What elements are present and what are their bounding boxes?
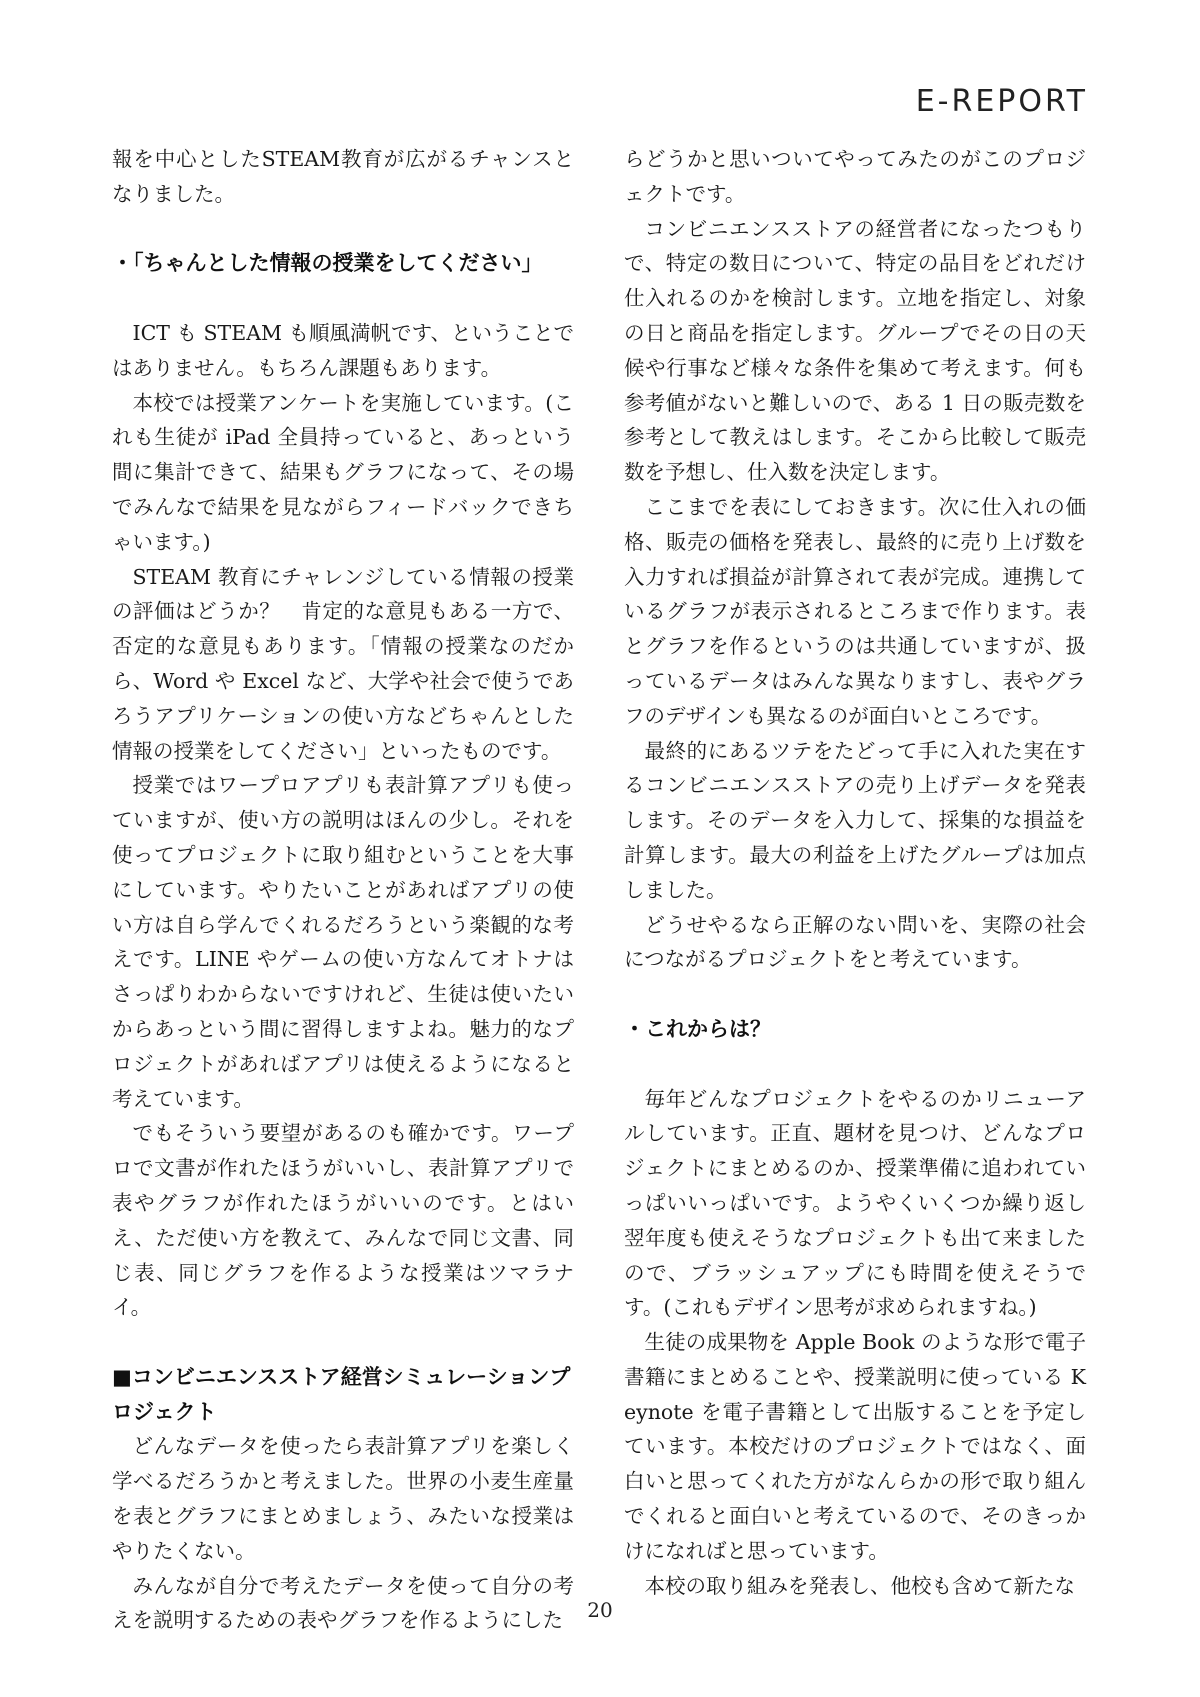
paragraph: 報を中心としたSTEAM教育が広がるチャンスとなりました。 (112, 147, 574, 206)
paragraph: みんなが自分で考えたデータを使って自分の考えを説明するための表やグラフを作るようにした (112, 1573, 574, 1633)
paragraph: ICT も STEAM も順風満帆です、ということではありません。もちろん課題もあります。 (112, 320, 574, 380)
paragraph: 生徒の成果物を Apple Book のような形で電子書籍にまとめることや、授業説明に使っている Keynote を電子書籍として出版することを予定しています。本校だけのプロジェクトではなく、面白いと思ってくれた方がなんらかの形で取り組んでくれると面白いと考えているので、そのきっかけになればと思っています。 (624, 1330, 1086, 1563)
paragraph: 本校では授業アンケートを実施しています。(これも生徒が iPad 全員持っていると、あっという間に集計できて、結果もグラフになって、その場でみんなで結果を見ながらフィードバックできちゃいます。) (112, 390, 574, 554)
report-header-title: E-REPORT (915, 84, 1088, 119)
paragraph: コンビニエンスストアの経営者になったつもりで、特定の数日について、特定の品目をどれだけ仕入れるのかを検討します。立地を指定し、対象の日と商品を指定します。グループでその日の天候や行事など様々な条件を集めて考えます。何も参考値がないと難しいので、ある 1 日の販売数を参考として教えはします。そこから比較して販売数を予想し、仕入数を決定します。 (624, 216, 1086, 485)
paragraph: STEAM 教育にチャレンジしている情報の授業の評価はどうか？ 肯定的な意見もある一方で、否定的な意見もあります。「情報の授業なのだから、Word や Excel など、大学や社会で使うであろうアプリケーションの使い方などちゃんとした情報の授業をしてください」といったものです。 (112, 564, 574, 763)
left-column (112, 142, 574, 1638)
paragraph: 最終的にあるツテをたどって手に入れた実在するコンビニエンスストアの売り上げデータを発表します。そのデータを入力して、採集的な損益を計算します。最大の利益を上げたグループは加点しました。 (624, 738, 1086, 902)
right-column (624, 142, 1086, 1603)
paragraph: でもそういう要望があるのも確かです。ワープロで文書が作れたほうがいいし、表計算アプリで表やグラフが作れたほうがいいのです。とはいえ、ただ使い方を教えて、みんなで同じ文書、同じ表、同じグラフを作るような授業はツマラナイ。 (112, 1121, 574, 1320)
paragraph: らどうかと思いついてやってみたのがこのプロジェクトです。 (624, 147, 1086, 206)
paragraph: どうせやるなら正解のない問いを、実際の社会につながるプロジェクトをと考えています。 (624, 912, 1086, 972)
paragraph: 授業ではワープロアプリも表計算アプリも使っていますが、使い方の説明はほんの少し。それを使ってプロジェクトに取り組むということを大事にしています。やりたいことがあればアプリの使い方は自ら学んでくれるだろうという楽観的な考えです。LINE やゲームの使い方なんてオトナはさっぱりわからないですけれど、生徒は使いたいからあっという間に習得しますよね。魅力的なプロジェクトがあればアプリは使えるようになると考えています。 (112, 773, 574, 1111)
section-heading: ■コンビニエンスストア経営シミュレーションプロジェクト (112, 1364, 571, 1424)
paragraph: 毎年どんなプロジェクトをやるのかリニューアルしています。正直、題材を見つけ、どんなプロジェクトにまとめるのか、授業準備に追われていっぱいいっぱいです。ようやくいくつか繰り返し翌年度も使えそうなプロジェクトも出て来ましたので、ブラッシュアップにも時間を使えそうです。(これもデザイン思考が求められますね。) (624, 1086, 1086, 1320)
section-heading: ・これからは？ (624, 1016, 771, 1041)
paragraph: 本校の取り組みを発表し、他校も含めて新たな (644, 1573, 1075, 1598)
paragraph: ここまでを表にしておきます。次に仕入れの価格、販売の価格を発表し、最終的に売り上げ数を入力すれば損益が計算されて表が完成。連携しているグラフが表示されるところまで作ります。表とグラフを作るというのは共通していますが、扱っているデータはみんな異なりますし、表やグラフのデザインも異なるのが面白いところです。 (624, 494, 1086, 728)
section-heading: ・「ちゃんとした情報の授業をしてください」 (112, 251, 543, 276)
paragraph: どんなデータを使ったら表計算アプリを楽しく学べるだろうかと考えました。世界の小麦生産量を表とグラフにまとめましょう、みたいな授業はやりたくない。 (112, 1434, 574, 1563)
page-number: 20 (587, 1598, 613, 1622)
